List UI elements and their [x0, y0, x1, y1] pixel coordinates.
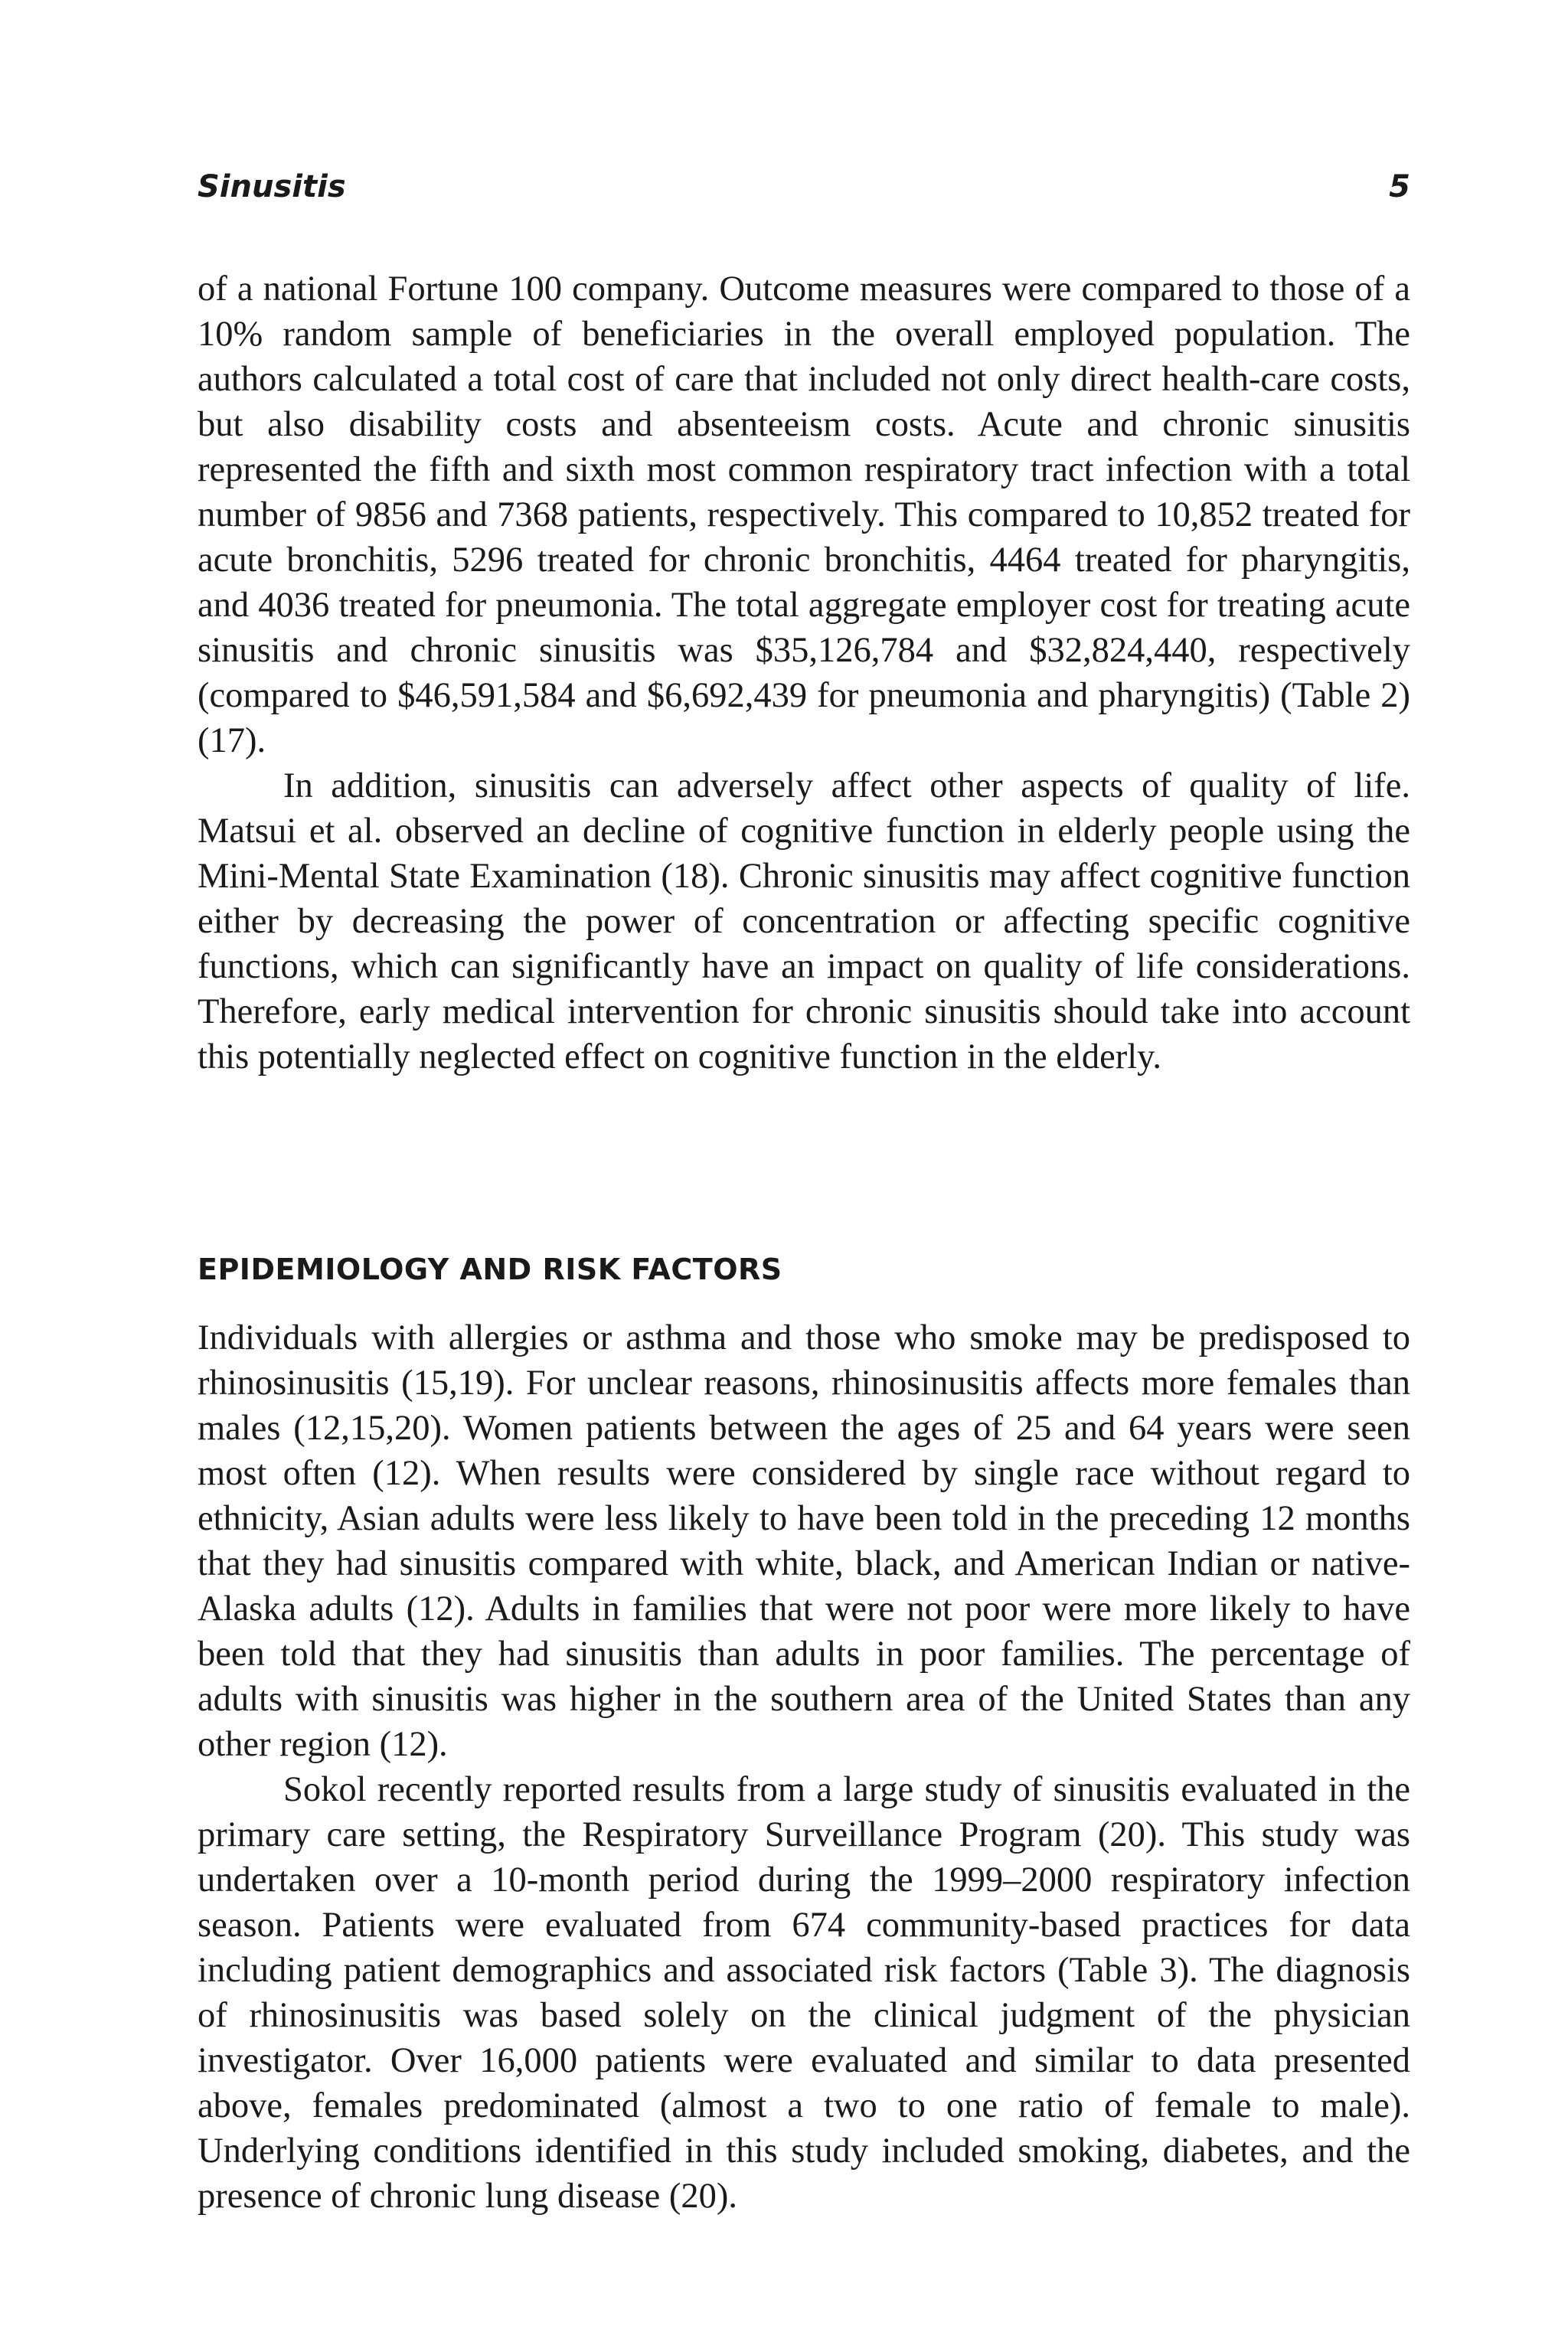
paragraph-cost-of-care: of a national Fortune 100 company. Outcome measures were compared to those of a 10% random sample of beneficiaries in the overall employed population. The authors calculated a total cost of care that included not only direct health-care costs, but also disability costs and absenteeism costs. Acute and chronic sinusitis represented the fifth and sixth most common respiratory tract infection with a total number of 9856 and 7368 patients, respectively. This compared to 10,852 treated for acute bronchitis, 5296 treated for chronic bronchitis, 4464 treated for pharyngitis, and 4036 treated for pneumonia. The total aggregate employer cost for treating acute sinusitis and chronic sinusitis was $35,126,784 and $32,824,440, respectively (compared to $46,591,584 and $6,692,439 for pneumonia and pharyngitis) (Table 2) (17). [198, 270, 1410, 760]
paragraph-quality-of-life: In addition, sinusitis can adversely affect other aspects of quality of life. Matsui et al. observed an decline of cognitive function in elderly people using the Mini-Mental State Examination (18). Chronic sinusitis may affect cognitive function either by decreasing the power of concentration or affecting specific cognitive functions, which can significantly have an impact on quality of life considerations. Therefore, early medical intervention for chronic sinusitis should take into account this potentially neglected effect on cognitive function in the elderly. [198, 766, 1410, 1076]
running-head [198, 164, 1410, 210]
running-head-title: Sinusitis [198, 169, 346, 204]
body-text-epidemiology [198, 1315, 1410, 2219]
paragraph-risk-factors: Individuals with allergies or asthma and those who smoke may be predisposed to rhinosinusitis (15,19). For unclear reasons, rhinosinusitis affects more females than males (12,15,20). Women patients between the ages of 25 and 64 years were seen most often (12). When results were considered by single race without regard to ethnicity, Asian adults were less likely to have been told in the preceding 12 months that they had sinusitis compared with white, black, and American Indian or native-Alaska adults (12). Adults in families that were not poor were more likely to have been told that they had sinusitis than adults in poor families. The percentage of adults with sinusitis was higher in the southern area of the United States than any other region (12). [198, 1318, 1410, 1764]
body-text-continued [198, 266, 1410, 1080]
section-heading-epidemiology: EPIDEMIOLOGY AND RISK FACTORS [198, 1253, 782, 1286]
paragraph-surveillance-program: Sokol recently reported results from a large study of sinusitis evaluated in the primary care setting, the Respiratory Surveillance Program (20). This study was undertaken over a 10-month period during the 1999–2000 respiratory infection season. Patients were evaluated from 674 community-based practices for data including patient demographics and associated risk factors (Table 3). The diagnosis of rhinosinusitis was based solely on the clinical judgment of the physician investigator. Over 16,000 patients were evaluated and similar to data presented above, females predominated (almost a two to one ratio of female to male). Underlying conditions identified in this study included smoking, diabetes, and the presence of chronic lung disease (20). [198, 1770, 1410, 2216]
page-number: 5 [1389, 169, 1410, 204]
